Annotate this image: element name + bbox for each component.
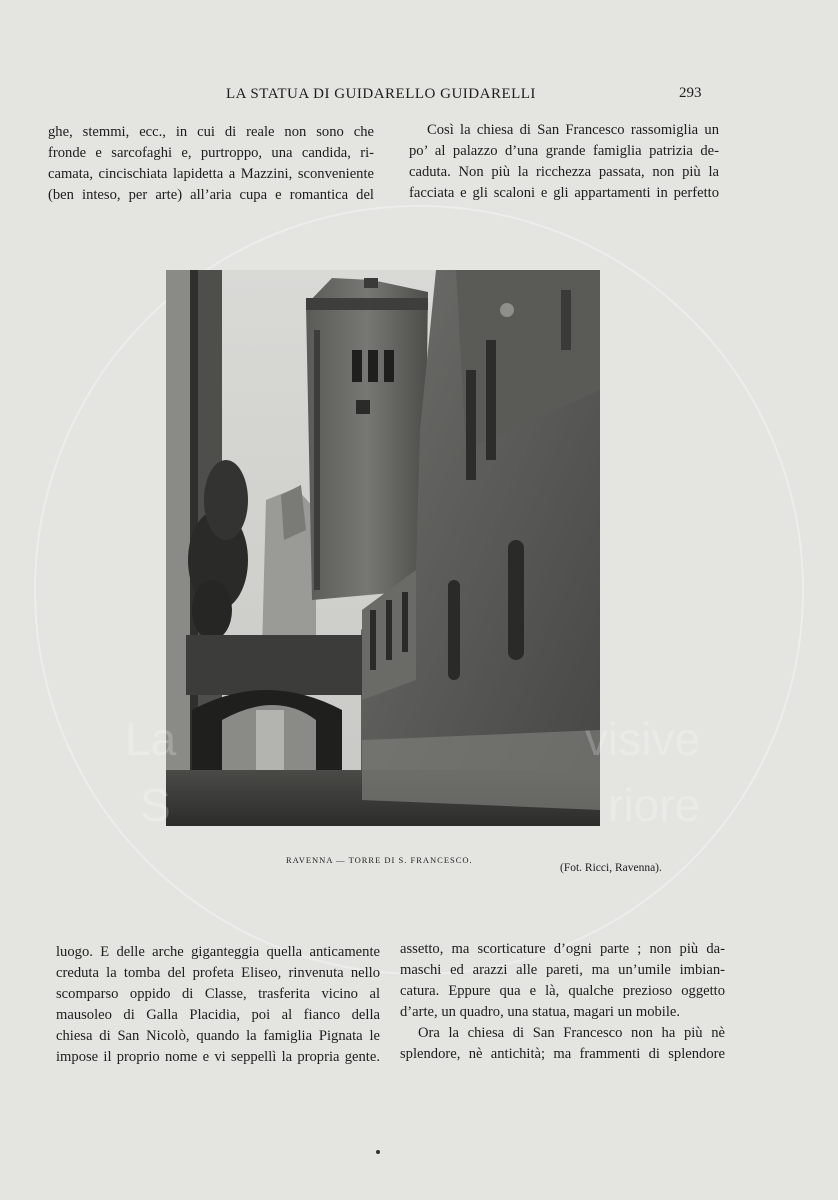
text-line: po’ al palazzo d’una grande famiglia patrizia de- <box>409 143 719 159</box>
text-line: mausoleo di Galla Placidia, poi al fianco della <box>56 1007 380 1023</box>
text-line: Così la chiesa di San Francesco rassomiglia un <box>427 122 719 138</box>
figure-caption: RAVENNA — TORRE DI S. FRANCESCO. <box>286 855 473 865</box>
text-line: chiesa di San Nicolò, quando la famiglia Pignata le <box>56 1028 380 1044</box>
photo-credit: (Fot. Ricci, Ravenna). <box>560 862 662 874</box>
text-line: assetto, ma scorticature d’ogni parte ; non più da- <box>400 941 725 957</box>
text-line: camata, cincischiata lapidetta a Mazzini, sconveniente <box>48 166 374 182</box>
text-line: luogo. E delle arche giganteggia quella anticamente <box>56 944 380 960</box>
watermark-text: S <box>140 779 171 831</box>
watermark-text: riore <box>608 779 701 831</box>
watermark-text: visive <box>585 713 701 765</box>
text-line: fronde e sarcofaghi e, purtroppo, una candida, ri- <box>48 145 374 161</box>
text-line: scomparso oppido di Classe, trasferita vicino al <box>56 986 380 1002</box>
column-bottom-right <box>400 939 725 1065</box>
photo-torre-san-francesco <box>166 270 600 826</box>
page-mark <box>376 1150 380 1154</box>
text-line: Ora la chiesa di San Francesco non ha più nè <box>418 1025 725 1041</box>
text-line: ghe, stemmi, ecc., in cui di reale non sono che <box>48 124 374 140</box>
text-line: catura. Eppure qua e là, qualche prezioso oggetto <box>400 983 725 999</box>
running-head: LA STATUA DI GUIDARELLO GUIDARELLI <box>226 86 536 102</box>
column-top-left <box>48 122 374 206</box>
text-line: maschi ed arazzi alle pareti, ma un’umile imbian- <box>400 962 725 978</box>
photo-illustration <box>166 270 600 826</box>
text-line: (ben inteso, per arte) all’aria cupa e romantica del <box>48 187 374 203</box>
watermark-text: La <box>125 713 177 765</box>
text-line: d’arte, un quadro, una statua, magari un mobile. <box>400 1004 681 1020</box>
text-line: creduta la tomba del profeta Eliseo, rinvenuta nello <box>56 965 380 981</box>
page-number: 293 <box>679 85 702 101</box>
text-line: facciata e gli scaloni e gli appartamenti in perfetto <box>409 185 719 201</box>
text-line: caduta. Non più la ricchezza passata, non più la <box>409 164 719 180</box>
text-line: impose il proprio nome e vi seppellì la propria gente. <box>56 1049 380 1065</box>
column-bottom-left <box>56 942 380 1068</box>
column-top-right <box>409 120 719 204</box>
text-line: splendore, nè antichità; ma frammenti di splendore <box>400 1046 725 1062</box>
